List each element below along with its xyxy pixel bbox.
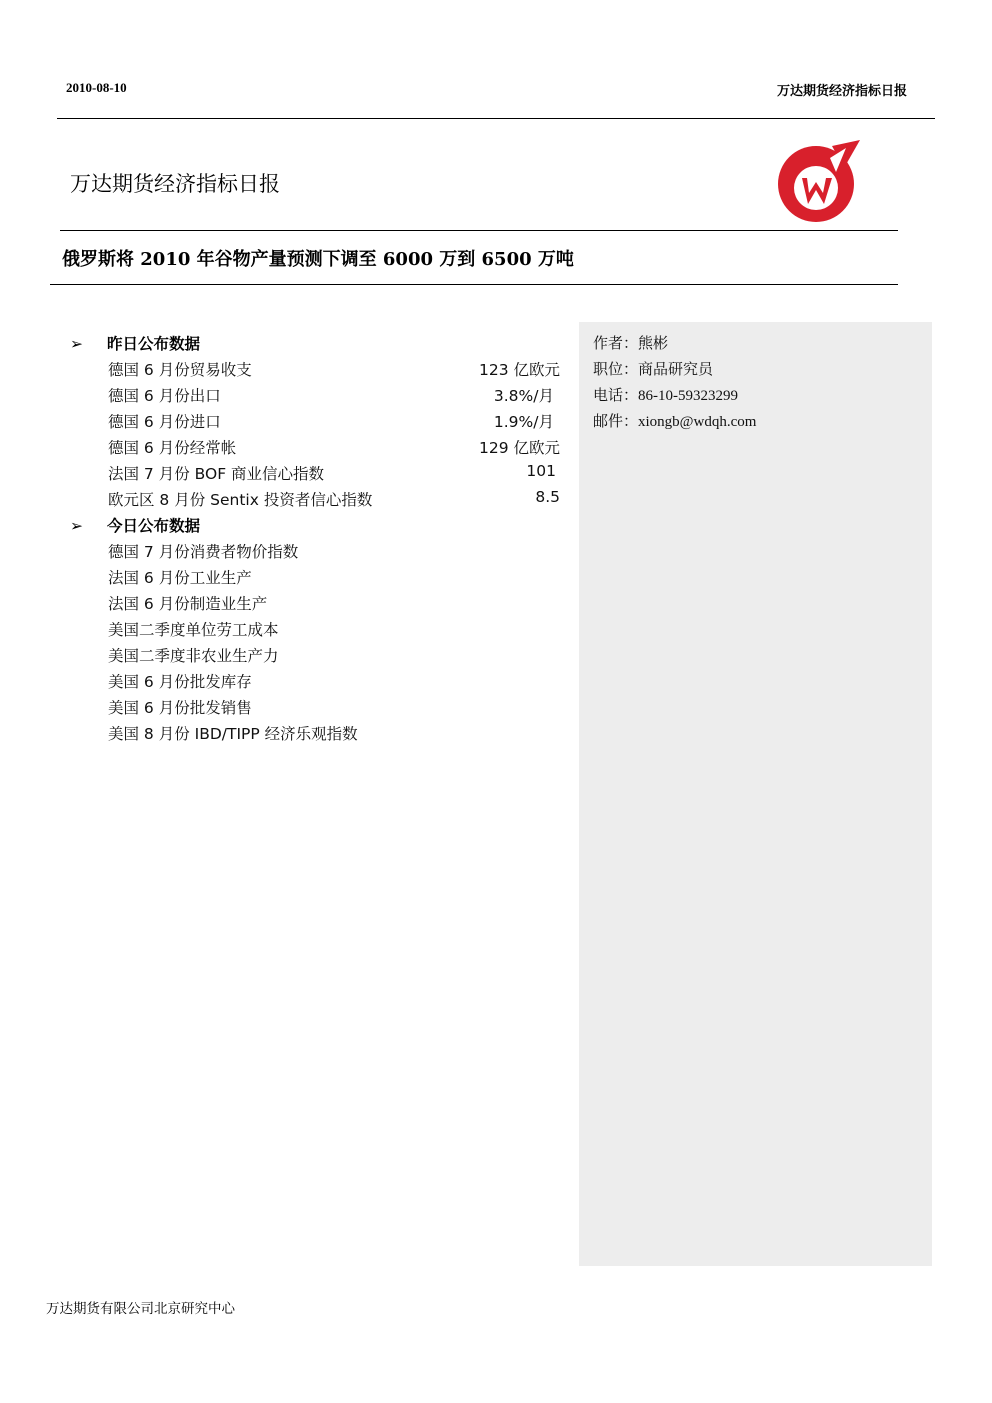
list-item	[108, 592, 560, 614]
section-yesterday	[70, 332, 200, 354]
list-item	[108, 618, 560, 640]
indicator-label: 美国二季度单位劳工成本	[108, 621, 279, 639]
report-date: 2010-08-10	[66, 80, 127, 95]
data-row	[108, 410, 560, 432]
headline-rule	[50, 284, 898, 285]
wanda-futures-logo-icon	[772, 138, 862, 228]
data-row	[108, 436, 560, 458]
author-email: 邮件：xiongb@wdqh.com	[593, 414, 757, 430]
indicator-label: 德国 6 月份经常帐	[108, 439, 237, 457]
list-item	[108, 644, 560, 666]
indicator-label: 德国 6 月份贸易收支	[108, 361, 252, 379]
section-heading: 今日公布数据	[107, 517, 201, 535]
author-name: 作者：熊彬	[593, 336, 669, 352]
section-today	[70, 514, 200, 536]
list-item	[108, 670, 560, 692]
indicator-label: 法国 6 月份工业生产	[108, 569, 252, 587]
indicator-value: 1.9%/月	[493, 413, 554, 431]
indicator-value: 101	[526, 462, 556, 480]
indicator-label: 欧元区 8 月份 Sentix 投资者信心指数	[108, 491, 373, 509]
author-sidebar	[579, 322, 932, 1266]
indicator-label: 美国二季度非农业生产力	[108, 647, 279, 665]
data-row	[108, 384, 560, 406]
header-rule	[57, 118, 935, 119]
indicator-value: 123 亿欧元	[478, 361, 560, 379]
indicator-value: 3.8%/月	[493, 387, 554, 405]
headline: 俄罗斯将 2010 年谷物产量预测下调至 6000 万到 6500 万吨	[62, 249, 574, 270]
indicator-label: 德国 6 月份进口	[108, 413, 221, 431]
list-item	[108, 540, 560, 562]
indicator-value: 8.5	[535, 488, 560, 506]
data-row	[108, 358, 560, 380]
data-row	[108, 488, 560, 510]
data-row	[108, 462, 560, 484]
bullet-arrow-icon: ➢	[70, 517, 83, 535]
indicator-label: 法国 6 月份制造业生产	[108, 595, 268, 613]
header-report-name: 万达期货经济指标日报	[776, 84, 907, 99]
indicator-value: 129 亿欧元	[478, 439, 560, 457]
author-phone: 电话：86-10-59323299	[593, 388, 738, 404]
indicator-label: 法国 7 月份 BOF 商业信心指数	[108, 465, 325, 483]
indicator-label: 美国 6 月份批发库存	[108, 673, 252, 691]
document-title: 万达期货经济指标日报	[70, 172, 280, 196]
author-position: 职位：商品研究员	[593, 362, 714, 378]
footer-company: 万达期货有限公司北京研究中心	[46, 1301, 235, 1317]
title-rule	[60, 230, 898, 231]
indicator-label: 美国 8 月份 IBD/TIPP 经济乐观指数	[108, 725, 358, 743]
list-item	[108, 722, 560, 744]
bullet-arrow-icon: ➢	[70, 335, 83, 353]
indicator-label: 德国 6 月份出口	[108, 387, 221, 405]
list-item	[108, 566, 560, 588]
list-item	[108, 696, 560, 718]
indicator-label: 德国 7 月份消费者物价指数	[108, 543, 299, 561]
indicator-label: 美国 6 月份批发销售	[108, 699, 252, 717]
section-heading: 昨日公布数据	[107, 335, 201, 353]
